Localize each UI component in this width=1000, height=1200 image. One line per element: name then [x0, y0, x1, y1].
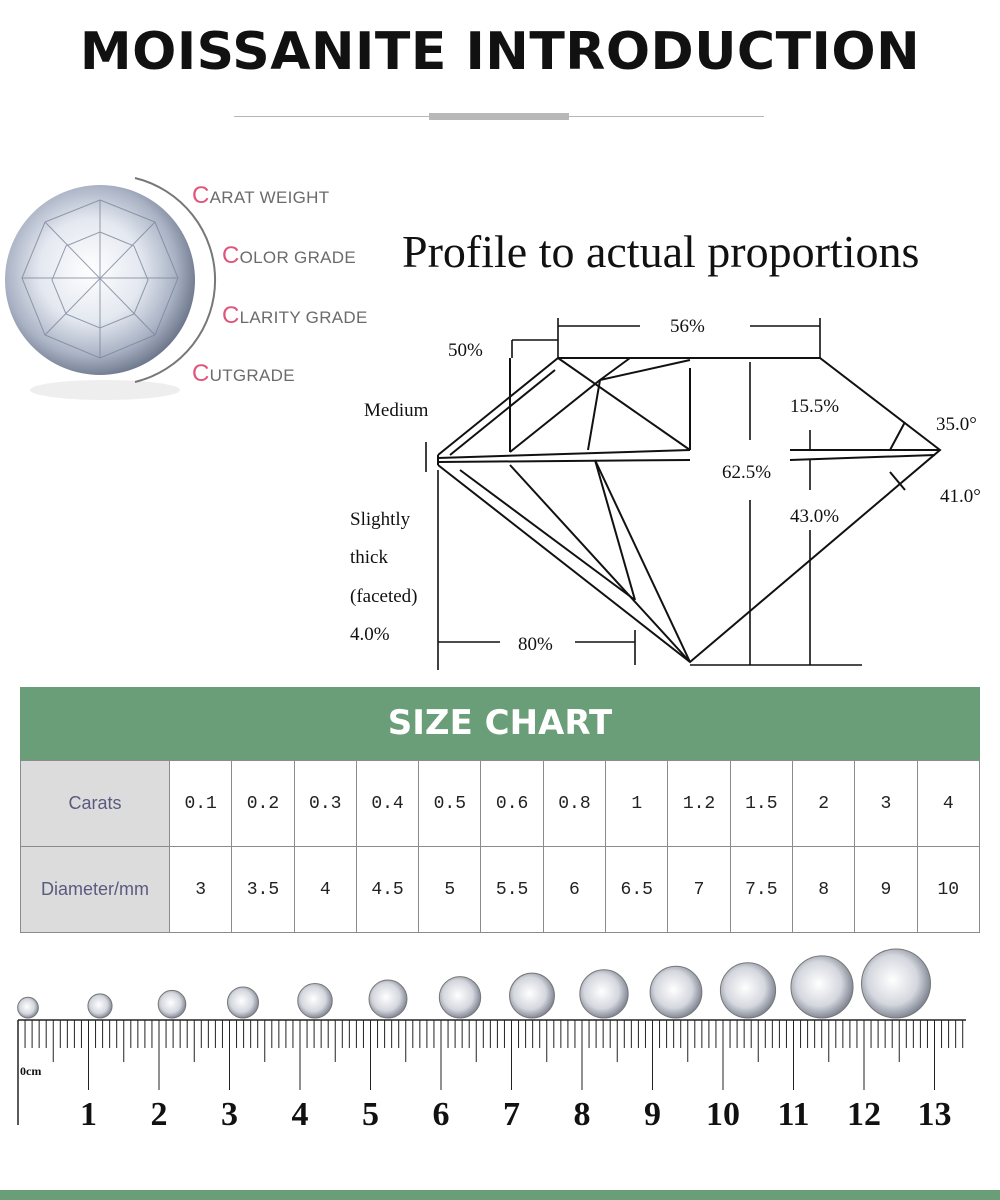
bottom-accent-bar — [0, 1190, 1000, 1200]
table-cell: 3.5 — [232, 847, 294, 933]
profile-heading: Profile to actual proportions — [402, 226, 920, 277]
ruler-with-stones — [0, 945, 1000, 1145]
table-cell: 7 — [668, 847, 730, 933]
proportion-diagram — [330, 300, 1000, 680]
stone-icon — [369, 980, 407, 1018]
stone-icon — [88, 994, 112, 1018]
stone-icon — [158, 990, 186, 1018]
stone-icon — [862, 949, 931, 1018]
table-cell: 2 — [792, 761, 854, 847]
ruler-number: 8 — [573, 1096, 591, 1133]
table-cell: 1.2 — [668, 761, 730, 847]
label-table: 56% — [670, 316, 705, 337]
grade-carat-weight: CARAT WEIGHT — [192, 182, 330, 209]
stone-icon — [580, 970, 628, 1018]
ruler-number: 5 — [362, 1096, 379, 1133]
table-cell: 9 — [855, 847, 917, 933]
table-cell: 0.5 — [419, 761, 481, 847]
grade-cut: CUTGRADE — [192, 360, 295, 387]
label-star: 50% — [448, 340, 483, 361]
table-row-carats — [21, 761, 980, 847]
size-chart — [20, 687, 980, 937]
table-cell: 10 — [917, 847, 979, 933]
ruler-number: 12 — [847, 1096, 881, 1133]
label-crown-height: 15.5% — [790, 396, 840, 417]
ruler-zero-label: 0cm — [20, 1064, 42, 1078]
table-cell: 8 — [792, 847, 854, 933]
label-pavilion-angle: 41.0° — [940, 486, 981, 507]
table-cell: 0.2 — [232, 761, 294, 847]
table-cell: 5.5 — [481, 847, 543, 933]
size-chart-title: SIZE CHART — [20, 687, 980, 760]
table-cell: 4 — [294, 847, 356, 933]
table-cell: 0.3 — [294, 761, 356, 847]
table-cell: 0.8 — [543, 761, 605, 847]
stone-icon — [720, 963, 775, 1018]
grade-color: COLOR GRADE — [222, 242, 356, 269]
table-cell: 0.6 — [481, 761, 543, 847]
label-girdle-medium: Medium — [364, 400, 429, 421]
table-cell: 3 — [170, 847, 232, 933]
size-table — [20, 760, 980, 933]
grade-clarity: CLARITY GRADE — [222, 302, 368, 329]
table-cell: 0.1 — [170, 761, 232, 847]
table-cell: 0.4 — [356, 761, 418, 847]
label-crown-angle: 35.0° — [936, 414, 977, 435]
table-cell: 6 — [543, 847, 605, 933]
table-cell: 5 — [419, 847, 481, 933]
ruler-number: 7 — [503, 1096, 520, 1133]
stone-icon — [227, 987, 258, 1018]
stone-icon — [18, 997, 39, 1018]
row-header-diameter: Diameter/mm — [21, 847, 170, 933]
ruler-number: 3 — [221, 1096, 238, 1133]
label-girdle-thick-2: thick — [350, 547, 388, 568]
table-cell: 4 — [917, 761, 979, 847]
ruler-number: 10 — [706, 1096, 740, 1133]
table-cell: 4.5 — [356, 847, 418, 933]
ruler-number: 1 — [80, 1096, 97, 1133]
table-row-diameter — [21, 847, 980, 933]
ruler-number: 4 — [291, 1096, 309, 1133]
ruler-number: 13 — [917, 1096, 952, 1133]
ruler-number: 11 — [777, 1096, 810, 1133]
label-pavilion-depth: 43.0% — [790, 506, 840, 527]
row-header-carats: Carats — [21, 761, 170, 847]
label-girdle-thick-1: Slightly — [350, 509, 411, 530]
table-cell: 1.5 — [730, 761, 792, 847]
stone-icon — [439, 977, 480, 1018]
ruler-number: 2 — [150, 1096, 168, 1133]
stone-icon — [791, 956, 853, 1018]
title-divider-accent — [429, 113, 569, 120]
label-girdle-thick-3: (faceted) — [350, 586, 418, 607]
stone-icon — [650, 966, 702, 1018]
label-lower-half: 80% — [518, 634, 553, 655]
table-cell: 3 — [855, 761, 917, 847]
ruler-number: 9 — [644, 1096, 661, 1133]
label-total-depth: 62.5% — [722, 462, 772, 483]
ruler-number: 6 — [432, 1096, 450, 1133]
table-cell: 1 — [606, 761, 668, 847]
table-cell: 7.5 — [730, 847, 792, 933]
page-title: MOISSANITE INTRODUCTION — [79, 22, 921, 82]
stone-icon — [298, 984, 333, 1019]
table-cell: 6.5 — [606, 847, 668, 933]
gem-grades-panel — [0, 160, 380, 410]
label-girdle-thick-4: 4.0% — [350, 624, 390, 645]
stone-icon — [510, 973, 555, 1018]
